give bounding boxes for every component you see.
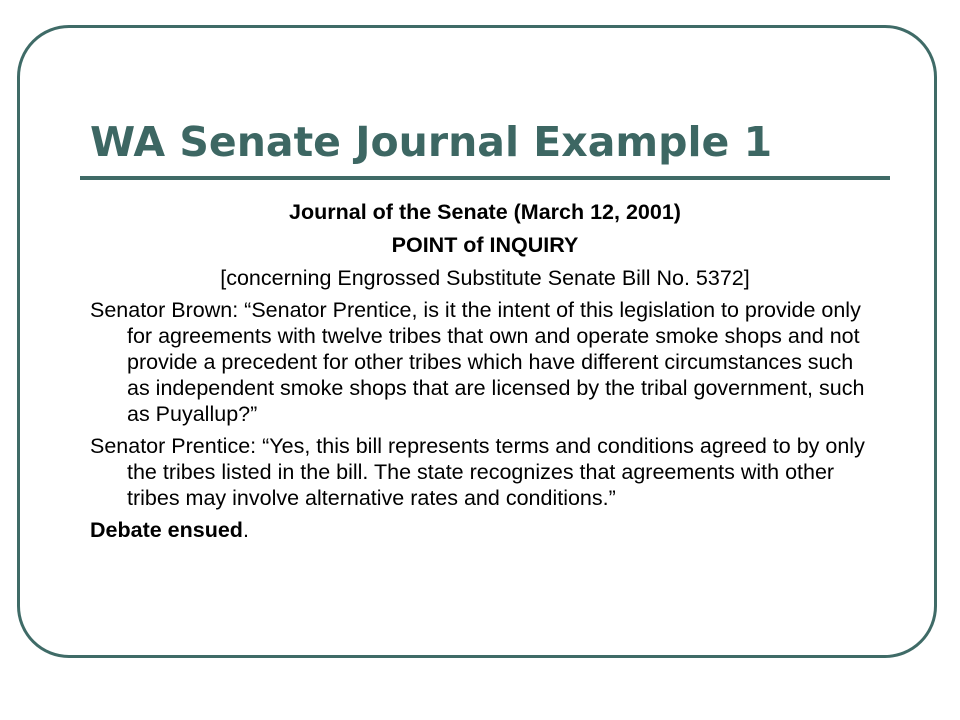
bill-reference: [concerning Engrossed Substitute Senate Bill No. 5372] <box>220 266 750 290</box>
slide-title: WA Senate Journal Example 1 <box>90 118 773 166</box>
debate-ensued-text: Debate ensued <box>90 518 243 542</box>
closing-period: . <box>242 518 249 542</box>
closing-line <box>90 517 880 543</box>
senator-prentice-text: Senator Prentice: “Yes, this bill represents terms and conditions agreed to by only the tribes listed in the bill. The state recognizes that agreements with other tribes may involve alternative rates and conditions.” <box>90 434 865 510</box>
senator-brown-paragraph <box>90 297 880 427</box>
senator-prentice-paragraph <box>90 433 880 511</box>
inquiry-subheading: POINT of INQUIRY <box>391 233 579 257</box>
journal-heading: Journal of the Senate (March 12, 2001) <box>289 200 681 224</box>
senator-brown-text: Senator Brown: “Senator Prentice, is it the intent of this legislation to provide only for agreements with twelve tribes that own and operate smoke shops and not provide a precedent for other tribes which have different circumstances such as independent smoke shops that are licensed by the tribal government, such as Puyallup?” <box>90 298 865 426</box>
title-divider <box>80 176 890 180</box>
slide-body <box>90 199 880 543</box>
